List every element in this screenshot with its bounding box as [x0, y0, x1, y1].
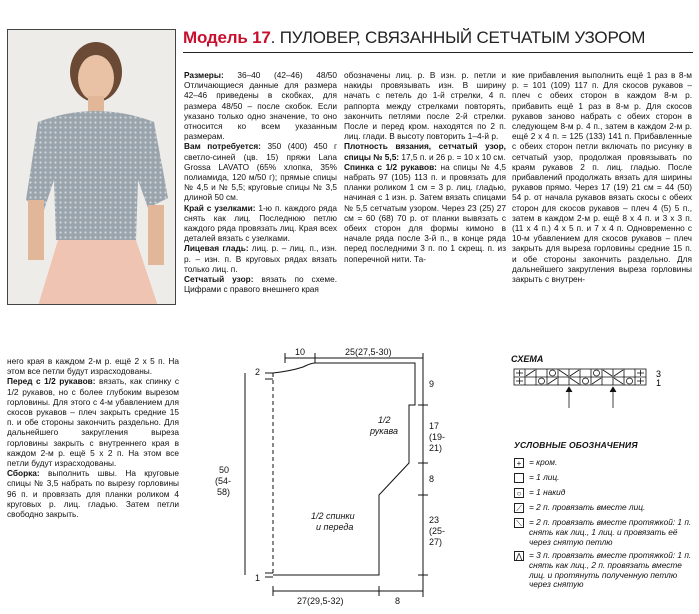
dim-right-23c: 27)	[429, 537, 443, 547]
dim-bottom-mid: 27(29,5-32)	[297, 596, 344, 606]
dim-left-1: 1	[255, 573, 261, 583]
k2tog-icon: ⟋	[514, 503, 524, 513]
sleeve-label-1: 1/2	[378, 415, 391, 425]
chart-row-1: 1	[656, 378, 662, 388]
assembly-label: Сборка:	[7, 468, 40, 479]
legend-item-ssk: ⟍ = 2 п. провязать вместе протяжкой: 1 п. снять как лиц., 1 лиц. и провязать её через снятую петлю	[514, 518, 694, 547]
legend-item-edge: + = кром.	[514, 458, 694, 468]
edge-label: Край с узелками:	[184, 202, 256, 213]
stitch-label: Лицевая гладь:	[184, 243, 249, 254]
dim-right-23: 23	[429, 515, 440, 525]
col4-text1: него края в каждом 2-м р. ещё 2 х 5 п. На этом все петли будут израсходованы.	[7, 356, 179, 377]
legend-item-yarnover: ○ = 1 накид	[514, 488, 694, 498]
dim-left-50b: (54-	[215, 476, 232, 486]
sleeve-label-2: рукава	[370, 426, 398, 436]
schema-title: СХЕМА	[511, 354, 544, 364]
need-text: 350 (400) 450 г светло-синей (цв. 15) пряжи Lana Grossa LAVATO (65% хлопка, 35% полиамида, 120 м/50 г); прямые спицы № 4,5 и № 5,5; круговые спицы № 3,5 длиной 50 см.	[184, 141, 337, 203]
legend-item-sk2po: ⋀ = 3 п. провязать вместе протяжкой: 1 п. снять как лиц., 2 п. провязать вместе лиц. и протянуть полученную петлю через снятую	[515, 550, 692, 590]
text-column-1	[184, 70, 337, 294]
dim-right-8: 8	[429, 474, 435, 484]
pattern-outline	[273, 363, 415, 575]
legend-item-knit: = 1 лиц.	[514, 473, 694, 483]
need-label: Вам потребуется:	[184, 141, 261, 152]
density-label: Плотность вязания, сетчатый узор, спицы № 5,5:	[344, 141, 506, 162]
col3-text: кие прибавления выполнить ещё 1 раз в 8-м р. = 101 (109) 117 п. Для скосов рукавов – плеч с обеих сторон в каждом 8-м р. прибавить ещё 1 раз в 8-м р. Для скосов рукавов заново набрать с обеих сторон в следующем 8-м р. 4 п., затем в каждом 2-м р. ещё 2 х 4 п. = 125 (133) 141 п. Прибавленные с обеих сторон петли включать по рисунку в сетчатый узор, продолжая провязывать по краям рукавов 2 п. лиц. гладью. После прибавлений продолжать вязать для ширины рукавов прямо. Через 17 (19) 21 см = 44 (50) 54 р. от начала рукавов вязать скосы с обеих сторон для скосов рукавов – плеч 4 (5) 5 п., затем в каждом 2-м р. ещё 8 х 4 п. и 3 х 3 п. (11 х 4 п.) 4 х 5 п. и 7 х 4 п. Одновременно с 10-м убавлением для скосов рукавов – плеч закрыть для выреза горловины средние 15 п. и обе стороны закончить раздельно. Для дальнейшего закругления выреза горловины закрыть с внутрен-	[512, 70, 692, 285]
yarn-over-icon: ○	[514, 488, 524, 498]
back-text: на спицы № 4,5 набрать 97 (105) 113 п. и провязать для планки роликом 1 см = 3 р. лиц. гладью, начиная с 1 изн. р. Затем вязать спицами № 5,5 сетчатым узором. Через 23 (25) 27 см = 60 (68) 70 р. от планки вывязать с обеих сторон для формы кимоно в начале ряда после 3-й п., в конце ряда перед последними 3 п. по 1 скрещ. п. из поперечной нити. Та-	[344, 161, 506, 264]
edge-stitch-icon: +	[514, 458, 524, 468]
legend-title: УСЛОВНЫЕ ОБОЗНАЧЕНИЯ	[514, 440, 638, 450]
dim-left-50: 50	[219, 465, 230, 475]
sizes-label: Размеры:	[184, 70, 224, 80]
text-column-4	[7, 356, 179, 519]
dim-left-2: 2	[255, 367, 261, 377]
stitch-text: лиц. р. – лиц. п., изн. р. – изн. п. В круговых рядах вязать только лиц. п.	[184, 243, 337, 274]
body-label-1: 1/2 спинки	[311, 511, 355, 521]
assembly-text: выполнить швы. На круговые спицы № 3,5 набрать по вырезу горловины 96 п. и провязать для планки роликом 4 круговых р. лиц. гладью. Затем петли свободно закрыть.	[7, 468, 179, 520]
model-photo-image	[8, 30, 176, 305]
back-label: Спинка с 1/2 рукавов:	[344, 161, 437, 172]
model-photo	[7, 29, 176, 305]
density-text: 17,5 п. и 26 р. = 10 x 10 см.	[399, 151, 506, 162]
body-label-2: и переда	[316, 522, 354, 532]
title-rest: . ПУЛОВЕР, СВЯЗАННЫЙ СЕТЧАТЫМ УЗОРОМ	[270, 28, 646, 47]
dim-top-left: 10	[295, 347, 306, 357]
front-text: вязать, как спинку с 1/2 рукавов, но с более глубоким вырезом горловины. Для этого с 4-м убавлением для скосов рукавов – плеч закрыть средние 15 п. и обе стороны закончить раздельно. Для дальнейшего закругления выреза горловины закрыть с внутреннего края в каждом 2-м р. ещё 5 х 2 п. На этом все петли будут израсходованы.	[7, 376, 179, 469]
chart-row-3: 3	[656, 369, 662, 379]
page-title	[183, 28, 693, 53]
ssk-icon: ⟍	[514, 518, 524, 528]
dim-right-9: 9	[429, 379, 435, 389]
dim-right-17c: 21)	[429, 443, 443, 453]
mesh-label: Сетчатый узор:	[184, 274, 254, 285]
title-model: Модель 17	[183, 28, 271, 47]
text-column-2	[344, 70, 506, 264]
front-label: Перед с 1/2 рукавов:	[7, 376, 96, 387]
pattern-drawing	[185, 345, 455, 610]
dim-right-17b: (19-	[429, 432, 446, 442]
sk2po-icon: ⋀	[515, 552, 523, 561]
text-column-3	[512, 70, 692, 284]
knit-stitch-icon	[514, 473, 524, 483]
dim-right-23b: (25-	[429, 526, 446, 536]
dim-left-50c: 58)	[217, 487, 231, 497]
knit-chart	[512, 368, 692, 412]
dim-right-17: 17	[429, 421, 440, 431]
dim-bottom-right: 8	[395, 596, 401, 606]
legend-item-k2tog: ⟋ = 2 п. провязать вместе лиц.	[514, 503, 694, 513]
dim-top-mid: 25(27,5-30)	[345, 347, 392, 357]
sizes-text: 36–40 (42–46) 48/50 Отличающиеся данные для размера 42–46 приведены в скобках, для размера 48/50 – после скобок. Если указано только одно значение, то оно относится ко всем указанным размерам.	[184, 70, 337, 142]
mesh-text: вязать по схеме. Цифрами с правого внешнего края	[184, 274, 337, 295]
col2-text1: обозначены лиц. р. В изн. р. петли и накиды провязывать изн. В ширину начать с петель до 1-й стрелки, 4 п. раппорта между стрелками повторять, закончить петлями после 2-й стрелки. После и перед кром. находятся по 2 п. лиц. глади. В высоту повторить 1–4-й р.	[344, 70, 506, 142]
edge-text: 1-ю п. каждого ряда снять как лиц. Последнюю петлю каждого ряда провязать лиц. Края всех деталей вязать с узелками.	[184, 202, 337, 244]
